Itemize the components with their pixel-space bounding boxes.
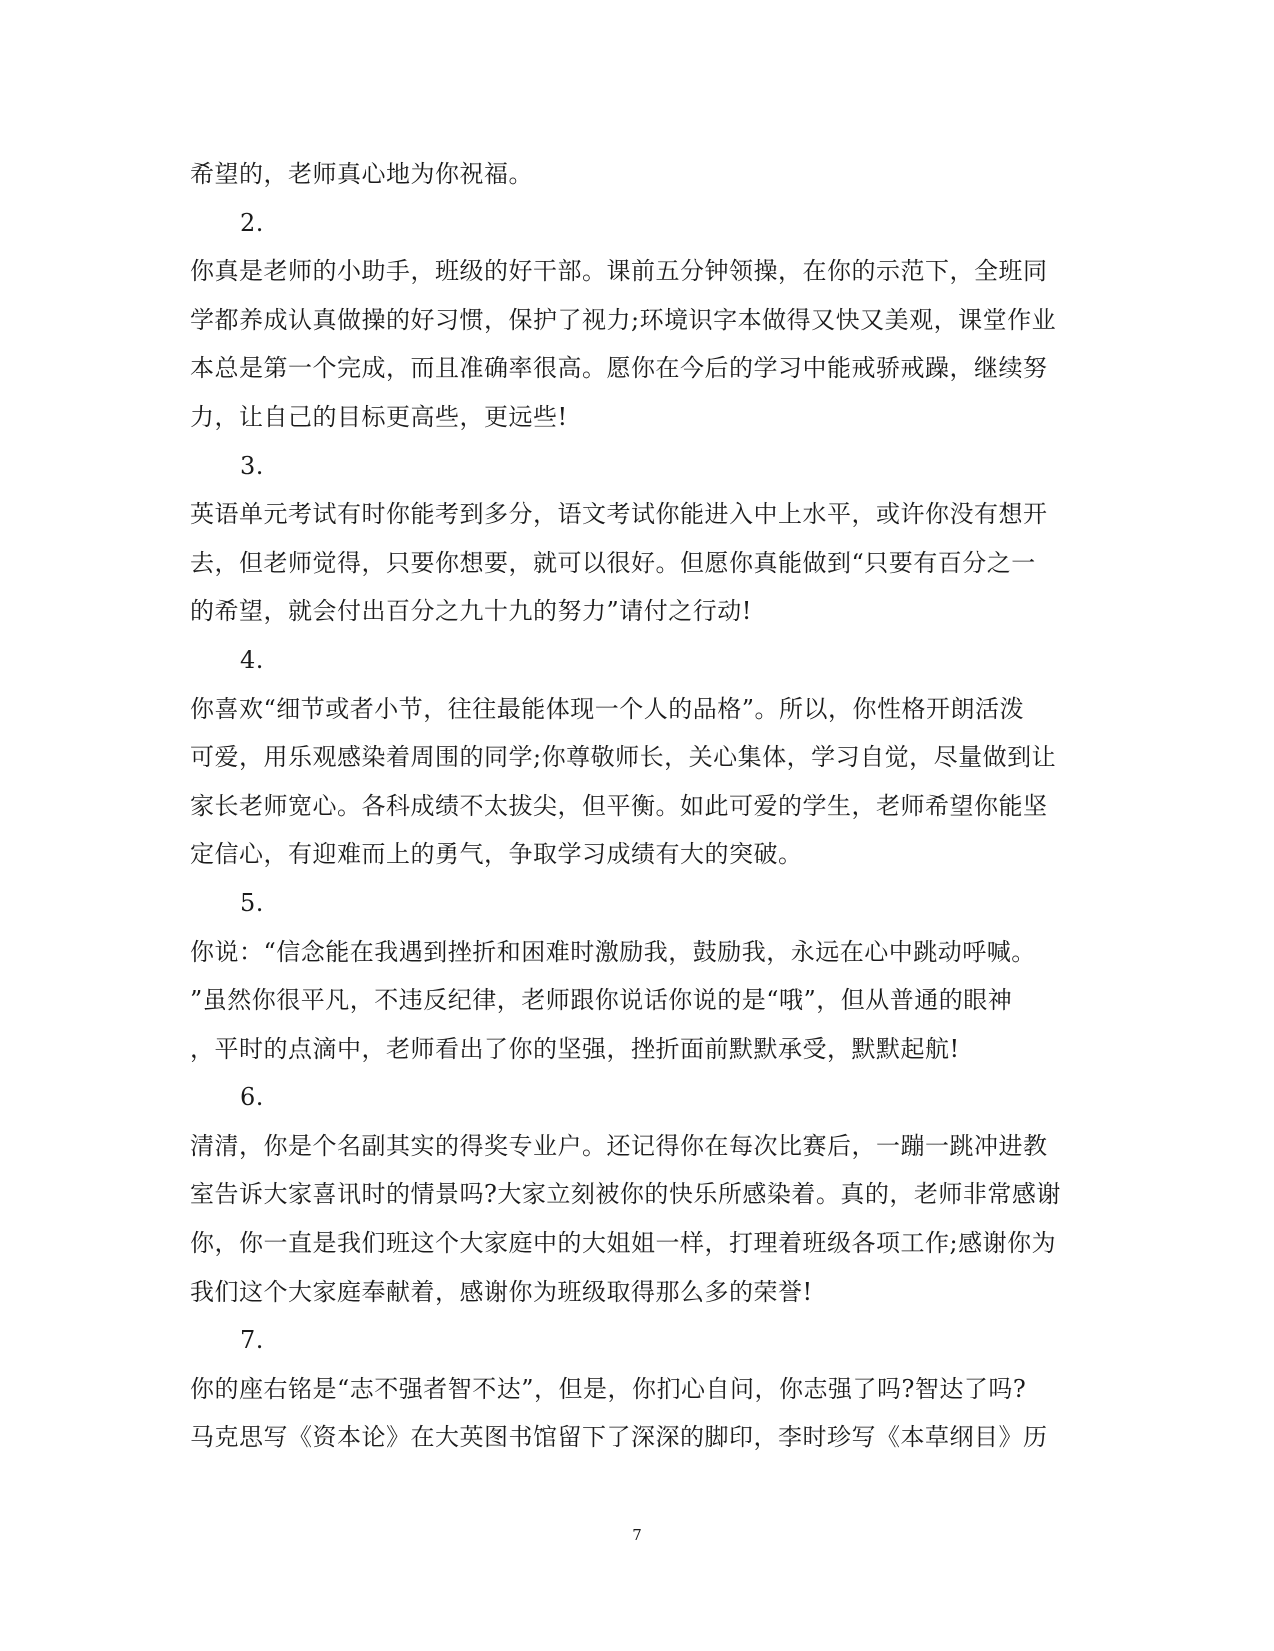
text-line: 去，但老师觉得，只要你想要，就可以很好。但愿你真能做到“只要有百分之一 [190, 548, 1036, 577]
text-line: 希望的，老师真心地为你祝福。 [190, 160, 533, 188]
text-line: 的希望，就会付出百分之九十九的努力”请付之行动! [190, 597, 752, 626]
text-line: ”虽然你很平凡，不违反纪律，老师跟你说话你说的是“哦”，但从普通的眼神 [190, 986, 1013, 1015]
text-line: 本总是第一个完成，而且准确率很高。愿你在今后的学习中能戒骄戒躁，继续努 [190, 354, 1048, 383]
text-line: 你，你一直是我们班这个大家庭中的大姐姐一样，打理着班级各项工作;感谢你为 [190, 1229, 1057, 1258]
page-number: 7 [632, 1526, 642, 1544]
item-number: 6. [240, 1083, 264, 1112]
item-number: 5. [240, 888, 264, 917]
item-number: 4. [240, 645, 264, 674]
text-line: 马克思写《资本论》在大英图书馆留下了深深的脚印，李时珍写《本草纲目》历 [190, 1423, 1048, 1452]
text-line: 家长老师宽心。各科成绩不太拔尖，但平衡。如此可爱的学生，老师希望你能坚 [190, 791, 1048, 820]
document-body [190, 150, 1085, 1462]
text-line: 你喜欢“细节或者小节，往往最能体现一个人的品格”。所以，你性格开朗活泼 [190, 694, 1025, 723]
text-line: 定信心，有迎难而上的勇气，争取学习成绩有大的突破。 [190, 840, 803, 869]
text-line: 你的座右铭是“志不强者智不达”，但是，你扪心自问，你志强了吗?智达了吗? [190, 1374, 1027, 1403]
text-line: 清清，你是个名副其实的得奖专业户。还记得你在每次比赛后，一蹦一跳冲进教 [190, 1131, 1048, 1160]
text-line: 学都养成认真做操的好习惯，保护了视力;环境识字本做得又快又美观，课堂作业 [190, 305, 1057, 334]
item-number: 7. [240, 1326, 264, 1355]
item-number: 2. [240, 208, 264, 237]
text-line: 力，让自己的目标更高些，更远些! [190, 402, 568, 431]
text-line: ，平时的点滴中，老师看出了你的坚强，挫折面前默默承受，默默起航! [190, 1034, 960, 1063]
text-line: 你说：“信念能在我遇到挫折和困难时激励我，鼓励我，永远在心中跳动呼喊。 [190, 937, 1036, 966]
text-line: 你真是老师的小助手，班级的好干部。课前五分钟领操，在你的示范下，全班同 [190, 257, 1048, 286]
text-line: 可爱，用乐观感染着周围的同学;你尊敬师长，关心集体，学习自觉，尽量做到让 [190, 743, 1057, 772]
text-line: 室告诉大家喜讯时的情景吗?大家立刻被你的快乐所感染着。真的，老师非常感谢 [190, 1180, 1061, 1209]
text-line: 英语单元考试有时你能考到多分，语文考试你能进入中上水平，或许你没有想开 [190, 500, 1048, 529]
item-number: 3. [240, 451, 264, 480]
text-line: 我们这个大家庭奉献着，感谢你为班级取得那么多的荣誉! [190, 1277, 813, 1306]
